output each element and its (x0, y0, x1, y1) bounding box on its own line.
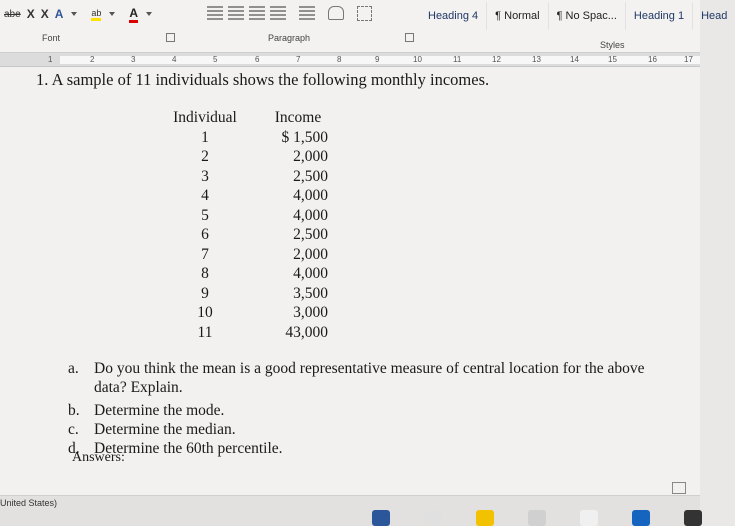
font-group-label: Font (42, 33, 61, 43)
subquestion-label: d. (68, 440, 80, 457)
horizontal-ruler[interactable] (0, 53, 700, 67)
subquestion-text-cont: data? Explain. (94, 379, 183, 396)
income-cell: 4,000 (293, 206, 328, 224)
subquestion-text: Determine the mode. (94, 402, 225, 419)
individual-cell: 11 (197, 323, 213, 341)
subscript-button[interactable]: X (26, 7, 35, 21)
status-bar (0, 495, 700, 526)
subquestion-text: Determine the median. (94, 421, 236, 438)
app-icon[interactable] (632, 510, 650, 526)
style-heading-4[interactable]: Heading 4 (420, 2, 487, 30)
subquestion-label: a. (68, 360, 79, 377)
ruler-tick: 5 (213, 55, 218, 64)
answers-label: Answers: (72, 450, 125, 465)
chevron-down-icon (71, 12, 77, 16)
individual-cell: 4 (201, 187, 209, 204)
strikethrough-button[interactable]: abe (4, 8, 21, 20)
app-icon[interactable] (684, 510, 702, 526)
subquestion-a (68, 359, 645, 397)
income-cell: 2,000 (293, 245, 328, 263)
individual-cell: 8 (201, 265, 209, 282)
paragraph-group-label: Paragraph (268, 33, 311, 43)
align-center-icon[interactable] (228, 6, 244, 20)
ruler-tick: 9 (375, 55, 380, 64)
subquestion-b (68, 401, 224, 420)
ruler-tick: 12 (492, 55, 501, 64)
income-cell: 4,000 (293, 187, 328, 204)
shading-icon[interactable] (328, 6, 344, 20)
individual-header: Individual (173, 109, 237, 126)
ruler-tick: 14 (570, 55, 579, 64)
styles-gallery (420, 2, 728, 32)
ruler-tick: 3 (131, 55, 136, 64)
style-no-spacing[interactable]: ¶ No Spac... (549, 2, 626, 30)
ruler-tick: 16 (648, 55, 657, 64)
ruler-tick: 15 (608, 55, 617, 64)
income-cell: 2,500 (293, 226, 328, 243)
income-header: Income (274, 109, 322, 126)
ruler-tick: 1 (48, 55, 53, 64)
income-cell: 3,000 (293, 304, 328, 321)
ribbon (0, 0, 728, 53)
word-icon[interactable] (372, 510, 390, 526)
style-heading-2[interactable]: Head (701, 10, 728, 22)
ruler-tick: 10 (413, 55, 422, 64)
individual-cell: 9 (201, 284, 209, 302)
document-page[interactable] (0, 67, 700, 495)
income-cell: 3,500 (293, 284, 328, 302)
subquestion-c (68, 420, 236, 439)
individual-cell: 3 (201, 167, 209, 185)
income-column (268, 108, 328, 342)
folder-icon[interactable] (476, 510, 494, 526)
highlight-button[interactable]: ab (91, 8, 101, 21)
ruler-tick: 8 (337, 55, 342, 64)
app-icon[interactable] (528, 510, 546, 526)
income-cell: 2,000 (293, 148, 328, 165)
ruler-tick: 4 (172, 55, 177, 64)
question-title: 1. A sample of 11 individuals shows the following monthly incomes. (36, 70, 490, 89)
borders-icon[interactable] (357, 6, 372, 21)
chevron-down-icon (146, 12, 152, 16)
individual-column (168, 108, 242, 342)
individual-cell: 6 (201, 226, 209, 243)
income-cell: 2,500 (293, 167, 328, 185)
style-normal[interactable]: ¶ Normal (487, 2, 548, 30)
ruler-tick: 11 (453, 55, 462, 64)
income-cell: $ 1,500 (281, 128, 328, 146)
ruler-tick: 17 (684, 55, 693, 64)
income-cell: 4,000 (293, 265, 328, 282)
ruler-tick: 13 (532, 55, 541, 64)
app-icon[interactable] (580, 510, 598, 526)
line-spacing-icon[interactable] (299, 6, 315, 20)
justify-icon[interactable] (270, 6, 286, 20)
print-layout-icon[interactable] (672, 482, 686, 494)
ruler-tick: 7 (296, 55, 301, 64)
individual-cell: 1 (201, 128, 209, 146)
individual-cell: 7 (201, 245, 209, 263)
ruler-tick: 2 (90, 55, 95, 64)
align-left-icon[interactable] (207, 6, 223, 20)
income-cell: 43,000 (285, 323, 328, 341)
font-color-button[interactable]: A (129, 6, 138, 23)
subquestion-label: b. (68, 402, 80, 419)
superscript-button[interactable]: X (40, 7, 49, 21)
individual-cell: 10 (197, 304, 213, 321)
styles-group-label: Styles (600, 40, 625, 50)
individual-cell: 5 (201, 206, 209, 224)
ruler-text-area (60, 56, 700, 64)
paragraph-buttons (207, 6, 372, 21)
ruler-tick: 6 (255, 55, 260, 64)
individual-cell: 2 (201, 148, 209, 165)
subquestion-text: Do you think the mean is a good representative measure of central location for the above (94, 360, 645, 377)
style-heading-1[interactable]: Heading 1 (626, 2, 693, 30)
taskbar (372, 510, 702, 526)
chevron-down-icon (109, 12, 115, 16)
text-effects-button[interactable]: A (54, 7, 64, 21)
paragraph-launcher-icon[interactable] (405, 33, 414, 42)
subquestion-text: Determine the 60th percentile. (94, 440, 283, 457)
subquestion-label: c. (68, 421, 79, 438)
browser-icon[interactable] (424, 510, 442, 526)
font-launcher-icon[interactable] (166, 33, 175, 42)
align-right-icon[interactable] (249, 6, 265, 20)
language-status[interactable]: United States) (0, 498, 58, 508)
font-format-row (4, 4, 158, 24)
